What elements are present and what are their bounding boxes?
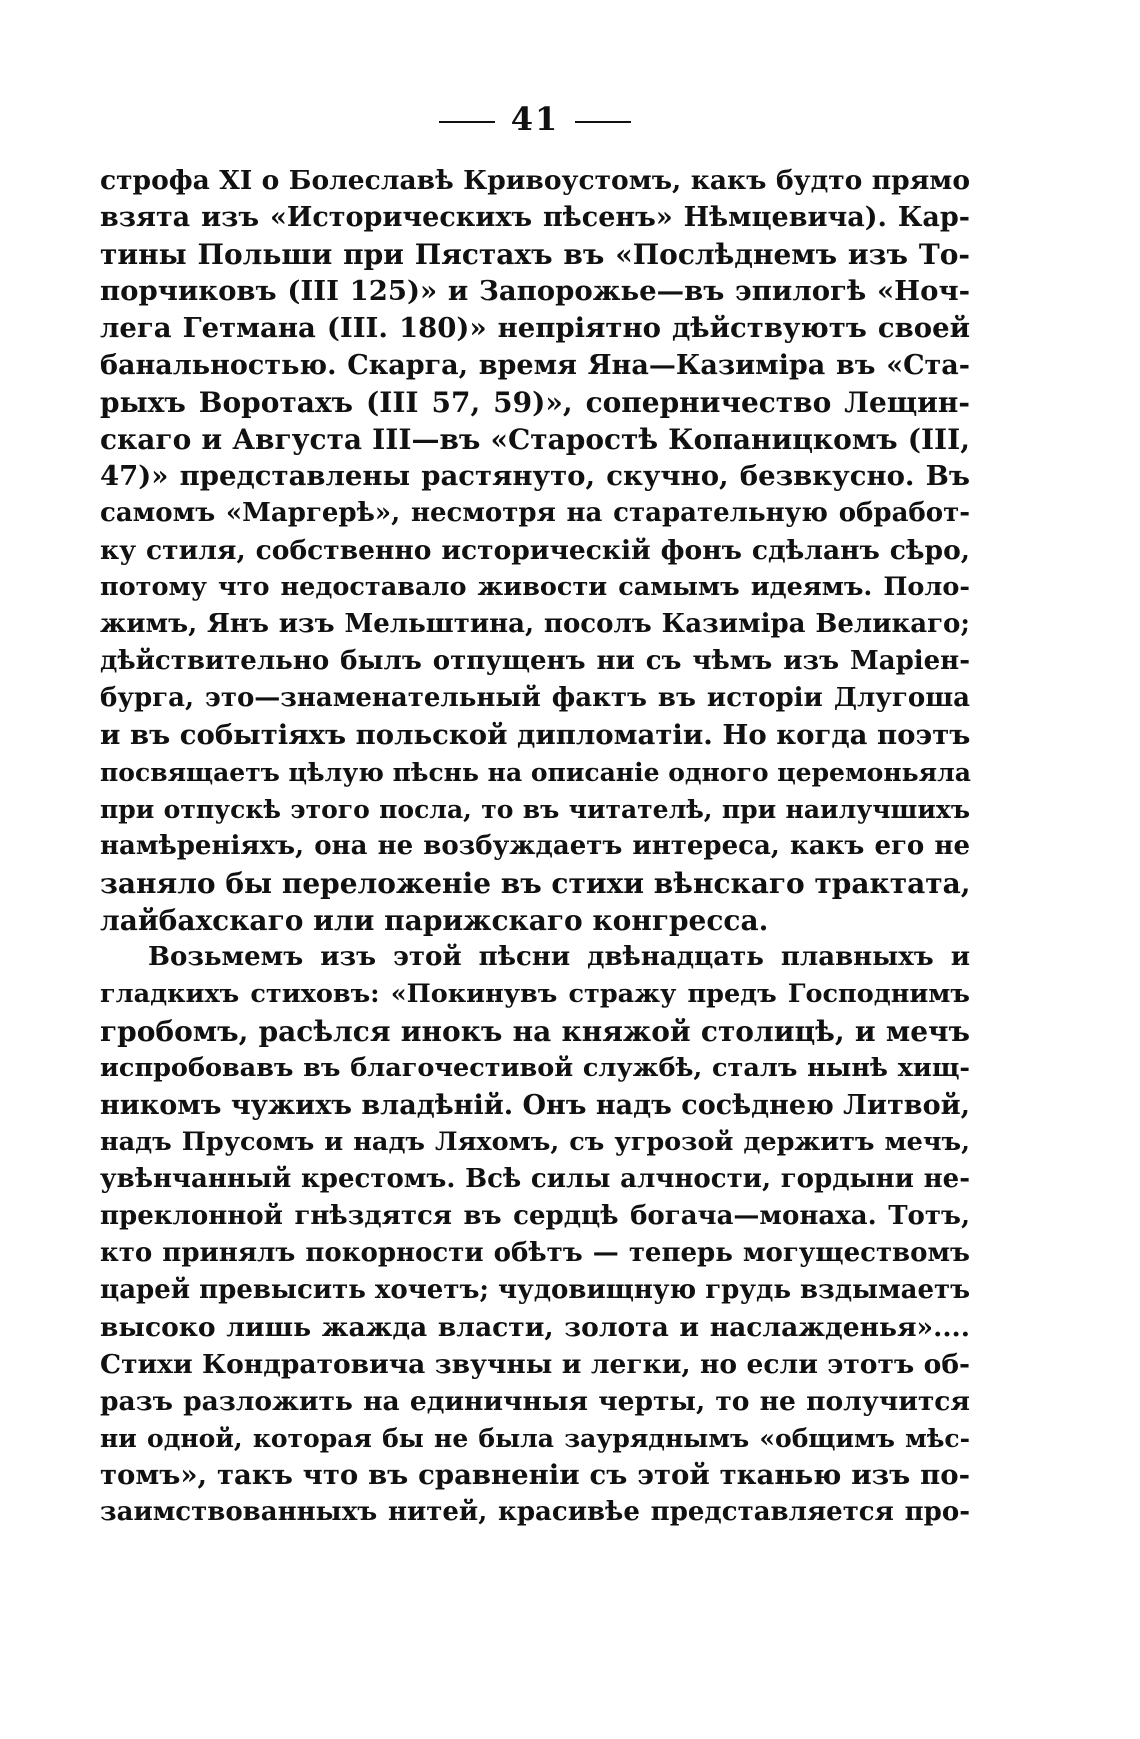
text-line: порчиковъ (III 125)» и Запорожье—въ эпилогѣ «Ноч- bbox=[100, 275, 970, 307]
text-line: тины Польши при Пястахъ въ «Послѣднемъ изъ То- bbox=[100, 238, 970, 271]
text-line: никомъ чужихъ владѣній. Онъ надъ сосѣднею Литвой, bbox=[100, 1090, 970, 1121]
text-line: бурга, это—знаменательный фактъ въ исторіи Длугоша bbox=[100, 683, 970, 713]
text-line: рыхъ Воротахъ (III 57, 59)», соперничество Лещин- bbox=[100, 386, 970, 419]
text-line: Возьмемъ изъ этой пѣсни двѣнадцать плавныхъ и bbox=[148, 942, 970, 972]
book-page bbox=[100, 100, 970, 1531]
page-header bbox=[100, 100, 970, 138]
text-line: кто принялъ покорности обѣтъ — теперь могуществомъ bbox=[100, 1238, 970, 1268]
paragraph-1 bbox=[100, 162, 970, 939]
text-line: строфа XI о Болеславѣ Кривоустомъ, какъ будто прямо bbox=[100, 165, 970, 196]
text-line: разъ разложить на единичныя черты, то не получится bbox=[100, 1386, 970, 1417]
text-line: потому что недоставало живости самымъ идеямъ. Поло- bbox=[100, 572, 970, 602]
text-line: скаго и Августа III—въ «Старостѣ Копаницкомъ (III, bbox=[100, 423, 970, 456]
text-line: взята изъ «Историческихъ пѣсенъ» Нѣмцевича). Кар- bbox=[100, 202, 970, 233]
text-line: надъ Прусомъ и надъ Ляхомъ, съ угрозой держитъ мечъ, bbox=[100, 1127, 970, 1157]
text-line: высоко лишь жажда власти, золота и наслажденья».... bbox=[100, 1312, 970, 1343]
text-line: жимъ, Янъ изъ Мельштина, посолъ Казиміра Великаго; bbox=[100, 609, 970, 639]
text-line: и въ событіяхъ польской дипломатіи. Но когда поэтъ bbox=[100, 719, 971, 751]
text-line: лега Гетмана (III. 180)» непріятно дѣйствуютъ своей bbox=[100, 312, 970, 344]
text-line: испробовавъ въ благочестивой службѣ, сталъ нынѣ хищ- bbox=[100, 1053, 970, 1083]
text-line: томъ», такъ что въ сравненіи съ этой тканью изъ по- bbox=[100, 1459, 970, 1491]
text-line: преклонной гнѣздятся въ сердцѣ богача—монаха. Тотъ, bbox=[100, 1201, 970, 1231]
text-line: заимствованныхъ нитей, красивѣе представляется про- bbox=[100, 1497, 970, 1527]
text-line: 47)» представлены растянуто, скучно, безвкусно. Въ bbox=[100, 460, 970, 492]
body-text bbox=[100, 162, 970, 1531]
page-number: 41 bbox=[510, 100, 560, 138]
text-line: банальностью. Скарга, время Яна—Казиміра въ «Ста- bbox=[100, 350, 970, 381]
header-dash-right bbox=[575, 121, 631, 123]
text-line: заняло бы переложеніе въ стихи вѣнскаго трактата, bbox=[100, 867, 971, 900]
text-line: лайбахскаго или парижскаго конгресса. bbox=[100, 904, 769, 937]
text-line: Стихи Кондратовича звучны и легки, но если этотъ об- bbox=[100, 1349, 970, 1380]
text-line: дѣйствительно былъ отпущенъ ни съ чѣмъ изъ Маріен- bbox=[100, 646, 970, 676]
text-line: ни одной, которая бы не была зауряднымъ «общимъ мѣс- bbox=[100, 1424, 970, 1453]
text-line: посвящаетъ цѣлую пѣснь на описаніе одного церемоньяла bbox=[100, 758, 971, 787]
text-line: при отпускѣ этого посла, то въ читателѣ, при наилучшихъ bbox=[100, 795, 970, 824]
text-line: царей превысить хочетъ; чудовищную грудь вздымаетъ bbox=[100, 1275, 971, 1305]
text-line: гробомъ, расѣлся инокъ на княжой столицѣ, и мечъ bbox=[100, 1015, 970, 1048]
header-dash-left bbox=[439, 121, 495, 123]
text-line: намѣреніяхъ, она не возбуждаетъ интереса, какъ его не bbox=[100, 831, 970, 861]
text-line: ку стиля, собственно историческій фонъ сдѣланъ сѣро, bbox=[100, 535, 970, 566]
paragraph-2 bbox=[100, 939, 970, 1531]
text-line: самомъ «Маргерѣ», несмотря на старательную обработ- bbox=[100, 498, 970, 528]
text-line: гладкихъ стиховъ: «Покинувъ стражу предъ Господнимъ bbox=[100, 979, 970, 1009]
text-line: увѣнчанный крестомъ. Всѣ силы алчности, гордыни не- bbox=[100, 1164, 970, 1194]
